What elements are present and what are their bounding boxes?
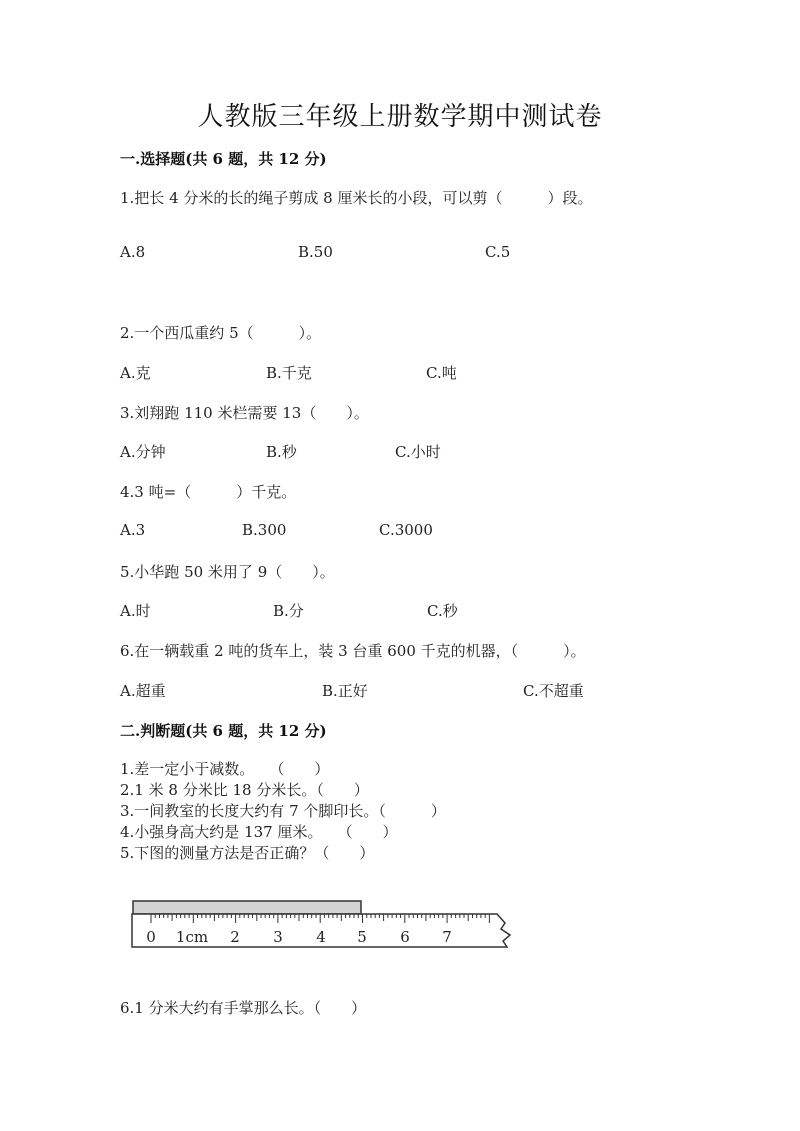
q3-option-c: C.小时: [395, 443, 441, 461]
q2-option-a: A.克: [120, 364, 151, 382]
ruler-label-2: 2: [230, 928, 240, 946]
ruler-label-6: 6: [400, 928, 410, 946]
question-4: 4.3 吨=（ ）千克。: [120, 483, 297, 501]
question-5: 5.小华跑 50 米用了 9（ ）。: [120, 563, 335, 581]
ruler-label-7: 7: [442, 928, 452, 946]
q1-option-b: B.50: [298, 243, 333, 261]
measured-bar: [133, 901, 361, 914]
ruler-label-4: 4: [316, 928, 326, 946]
tf-item-4: 4.小强身高大约是 137 厘米。 （ ）: [120, 823, 398, 841]
question-6: 6.在一辆载重 2 吨的货车上，装 3 台重 600 千克的机器，（ ）。: [120, 642, 586, 660]
ruler-label-3: 3: [273, 928, 283, 946]
ruler-diagram: [125, 895, 525, 955]
q1-option-c: C.5: [485, 243, 511, 261]
tf-item-6: 6.1 分米大约有手掌那么长。（ ）: [120, 999, 367, 1017]
q2-option-b: B.千克: [266, 364, 312, 382]
q2-option-c: C.吨: [426, 364, 457, 382]
q4-option-b: B.300: [242, 521, 287, 539]
q6-option-c: C.不超重: [523, 682, 584, 700]
q1-option-a: A.8: [120, 243, 146, 261]
question-1: 1.把长 4 分米的长的绳子剪成 8 厘米长的小段，可以剪（ ）段。: [120, 189, 593, 207]
q4-option-c: C.3000: [379, 521, 433, 539]
section-heading-choice: 一.选择题(共 6 题，共 12 分): [120, 150, 327, 168]
page-title: 人教版三年级上册数学期中测试卷: [197, 102, 603, 132]
question-2: 2.一个西瓜重约 5（ ）。: [120, 324, 322, 342]
ruler-label-0: 0: [146, 928, 156, 946]
q5-option-a: A.时: [120, 602, 151, 620]
q6-option-a: A.超重: [120, 682, 166, 700]
tf-item-3: 3.一间教室的长度大约有 7 个脚印长。（ ）: [120, 802, 446, 820]
q3-option-b: B.秒: [266, 443, 297, 461]
ruler-label-5: 5: [357, 928, 367, 946]
q3-option-a: A.分钟: [120, 443, 166, 461]
tf-item-2: 2.1 米 8 分米比 18 分米长。（ ）: [120, 781, 369, 799]
q4-option-a: A.3: [120, 521, 146, 539]
question-3: 3.刘翔跑 110 米栏需要 13（ ）。: [120, 404, 369, 422]
q6-option-b: B.正好: [322, 682, 368, 700]
q5-option-b: B.分: [273, 602, 304, 620]
section-heading-true-false: 二.判断题(共 6 题，共 12 分): [120, 722, 327, 740]
ruler-label-1cm: 1cm: [175, 928, 209, 946]
q5-option-c: C.秒: [427, 602, 458, 620]
tf-item-1: 1.差一定小于减数。 （ ）: [120, 760, 330, 778]
tf-item-5: 5.下图的测量方法是否正确？（ ）: [120, 844, 375, 862]
